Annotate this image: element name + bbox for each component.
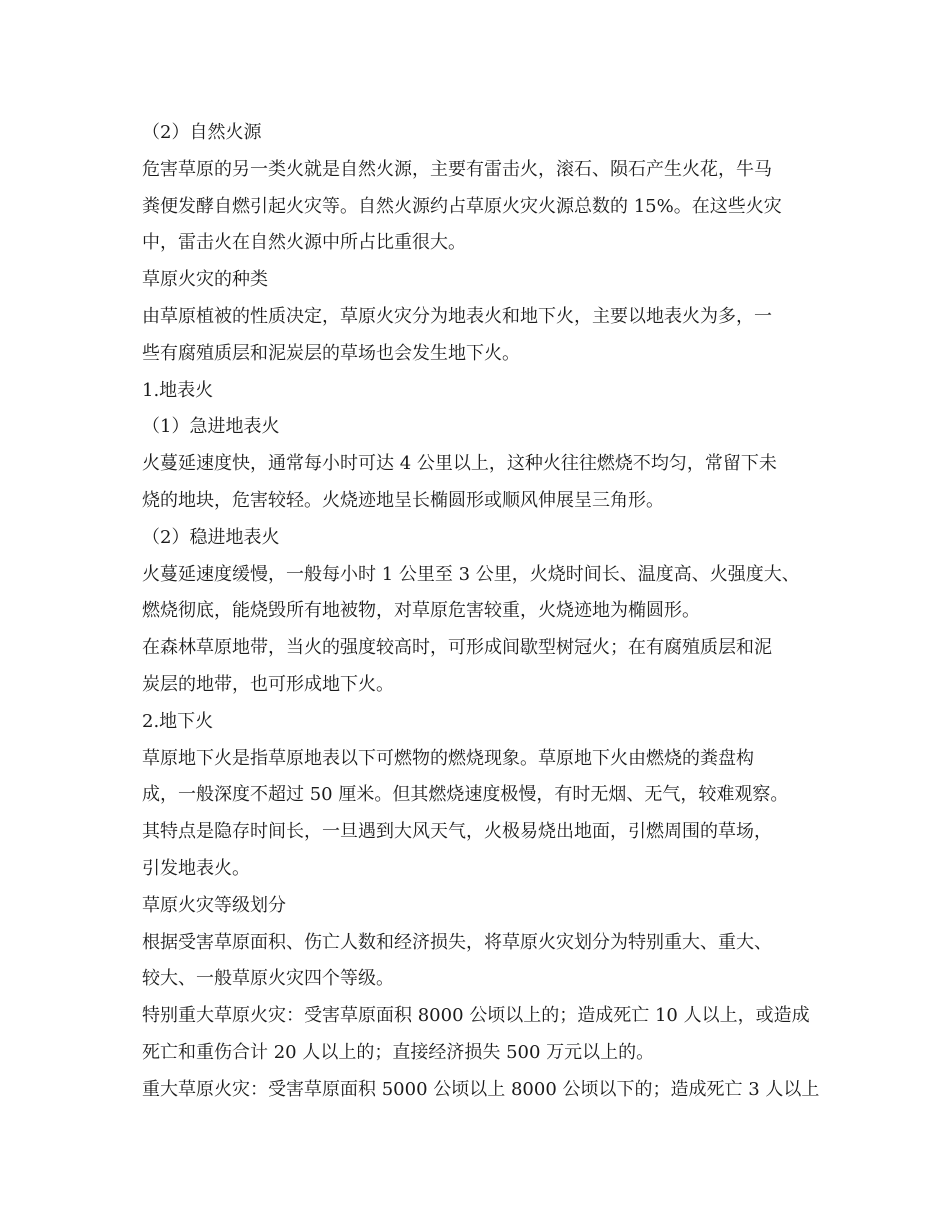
paragraph-line: 中，雷击火在自然火源中所占比重很大。 <box>142 232 466 254</box>
paragraph-line: 在森林草原地带，当火的强度较高时，可形成间歇型树冠火；在有腐殖质层和泥 <box>142 637 772 659</box>
paragraph-line: 根据受害草原面积、伤亡人数和经济损失，将草原火灾划分为特别重大、重大、 <box>142 931 772 953</box>
subheading-natural-fire-source: （2）自然火源 <box>142 122 262 143</box>
paragraph-line: 引发地表火。 <box>142 857 250 879</box>
paragraph-line: 其特点是隐存时间长，一旦遇到大风天气，火极易烧出地面，引燃周围的草场， <box>142 821 772 843</box>
subheading-steady-surface-fire: （2）稳进地表火 <box>142 526 280 548</box>
paragraph-line: 烧的地块，危害较轻。火烧迹地呈长椭圆形或顺风伸展呈三角形。 <box>142 489 664 511</box>
paragraph-line: 成，一般深度不超过 50 厘米。但其燃烧速度极慢，有时无烟、无气，较难观察。 <box>142 784 789 806</box>
subheading-rapid-surface-fire: （1）急进地表火 <box>142 416 280 438</box>
paragraph-line: 死亡和重伤合计 20 人以上的；直接经济损失 500 万元以上的。 <box>142 1041 655 1063</box>
paragraph-line: 重大草原火灾：受害草原面积 5000 公顷以上 8000 公顷以下的；造成死亡 3 人以上 <box>142 1078 820 1100</box>
paragraph-line: 些有腐殖质层和泥炭层的草场也会发生地下火。 <box>142 342 520 364</box>
paragraph-line: 危害草原的另一类火就是自然火源，主要有雷击火，滚石、陨石产生火花，牛马 <box>142 158 772 180</box>
document-body <box>142 115 820 1109</box>
paragraph-line: 燃烧彻底，能烧毁所有地被物，对草原危害较重，火烧迹地为椭圆形。 <box>142 600 700 622</box>
paragraph-line: 粪便发酵自燃引起火灾等。自然火源约占草原火灾火源总数的 15%。在这些火灾 <box>142 195 782 217</box>
paragraph-line: 特别重大草原火灾：受害草原面积 8000 公顷以上的；造成死亡 10 人以上，或造成 <box>142 1005 810 1027</box>
paragraph-line: 火蔓延速度缓慢，一般每小时 1 公里至 3 公里，火烧时间长、温度高、火强度大、 <box>142 563 800 585</box>
subheading-surface-fire: 1.地表火 <box>142 379 214 401</box>
paragraph-line: 较大、一般草原火灾四个等级。 <box>142 968 394 990</box>
paragraph-line: 由草原植被的性质决定，草原火灾分为地表火和地下火，主要以地表火为多，一 <box>142 305 772 327</box>
paragraph-line: 火蔓延速度快，通常每小时可达 4 公里以上，这种火往往燃烧不均匀，常留下未 <box>142 453 777 475</box>
section-heading-fire-levels: 草原火灾等级划分 <box>142 894 286 916</box>
paragraph-line: 草原地下火是指草原地表以下可燃物的燃烧现象。草原地下火由燃烧的粪盘构 <box>142 747 754 769</box>
subheading-ground-fire: 2.地下火 <box>142 710 214 732</box>
paragraph-line: 炭层的地带，也可形成地下火。 <box>142 673 394 695</box>
section-heading-fire-types: 草原火灾的种类 <box>142 269 268 291</box>
